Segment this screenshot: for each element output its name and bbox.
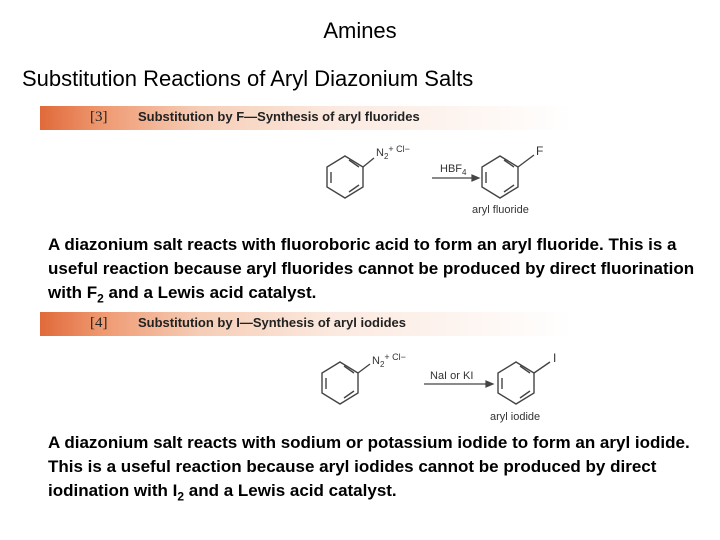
slide-title: Amines bbox=[323, 18, 397, 43]
section-banner-fluorides bbox=[40, 106, 572, 130]
product-label: aryl iodide bbox=[490, 411, 541, 423]
product-atom: F bbox=[536, 144, 544, 158]
diazonium-label: $N_2^{+ Cl-}$ bbox=[376, 144, 410, 161]
benzene-ring-reactant bbox=[322, 362, 370, 404]
section-number: [3] bbox=[90, 109, 108, 125]
reagent-label: $HBF_4$ bbox=[440, 163, 467, 177]
section-number: [4] bbox=[90, 315, 108, 331]
paragraph-iodides: A diazonium salt reacts with sodium or potassium iodide to form an aryl iodide. This is a useful reaction because aryl iodides cannot be produced by direct iodination with $I_2$ and a Lewis acid catalyst. bbox=[48, 433, 690, 504]
benzene-ring-reactant bbox=[327, 156, 374, 198]
reagent-label: NaI or KI bbox=[430, 370, 474, 382]
benzene-ring-product bbox=[498, 362, 550, 404]
product-atom: I bbox=[553, 351, 557, 365]
section-heading: Substitution by I—Synthesis of aryl iodides bbox=[138, 315, 406, 330]
product-label: aryl fluoride bbox=[472, 204, 529, 216]
section-banner-iodides bbox=[40, 312, 572, 336]
reaction-scheme-iodide bbox=[300, 344, 580, 424]
diazonium-label: $N_2^{+ Cl-}$ bbox=[372, 352, 406, 369]
slide-subtitle: Substitution Reactions of Aryl Diazonium Salts bbox=[22, 66, 474, 91]
section-heading: Substitution by F—Synthesis of aryl fluorides bbox=[138, 109, 420, 124]
paragraph-fluorides: A diazonium salt reacts with fluoroboric acid to form an aryl fluoride. This is a useful reaction because aryl fluorides cannot be produced by direct fluorination with $F_2$ and a Lewis acid catalyst. bbox=[48, 235, 695, 306]
benzene-ring-product bbox=[482, 155, 534, 198]
reaction-arrow bbox=[432, 175, 479, 181]
reaction-scheme-fluoride bbox=[300, 140, 560, 220]
